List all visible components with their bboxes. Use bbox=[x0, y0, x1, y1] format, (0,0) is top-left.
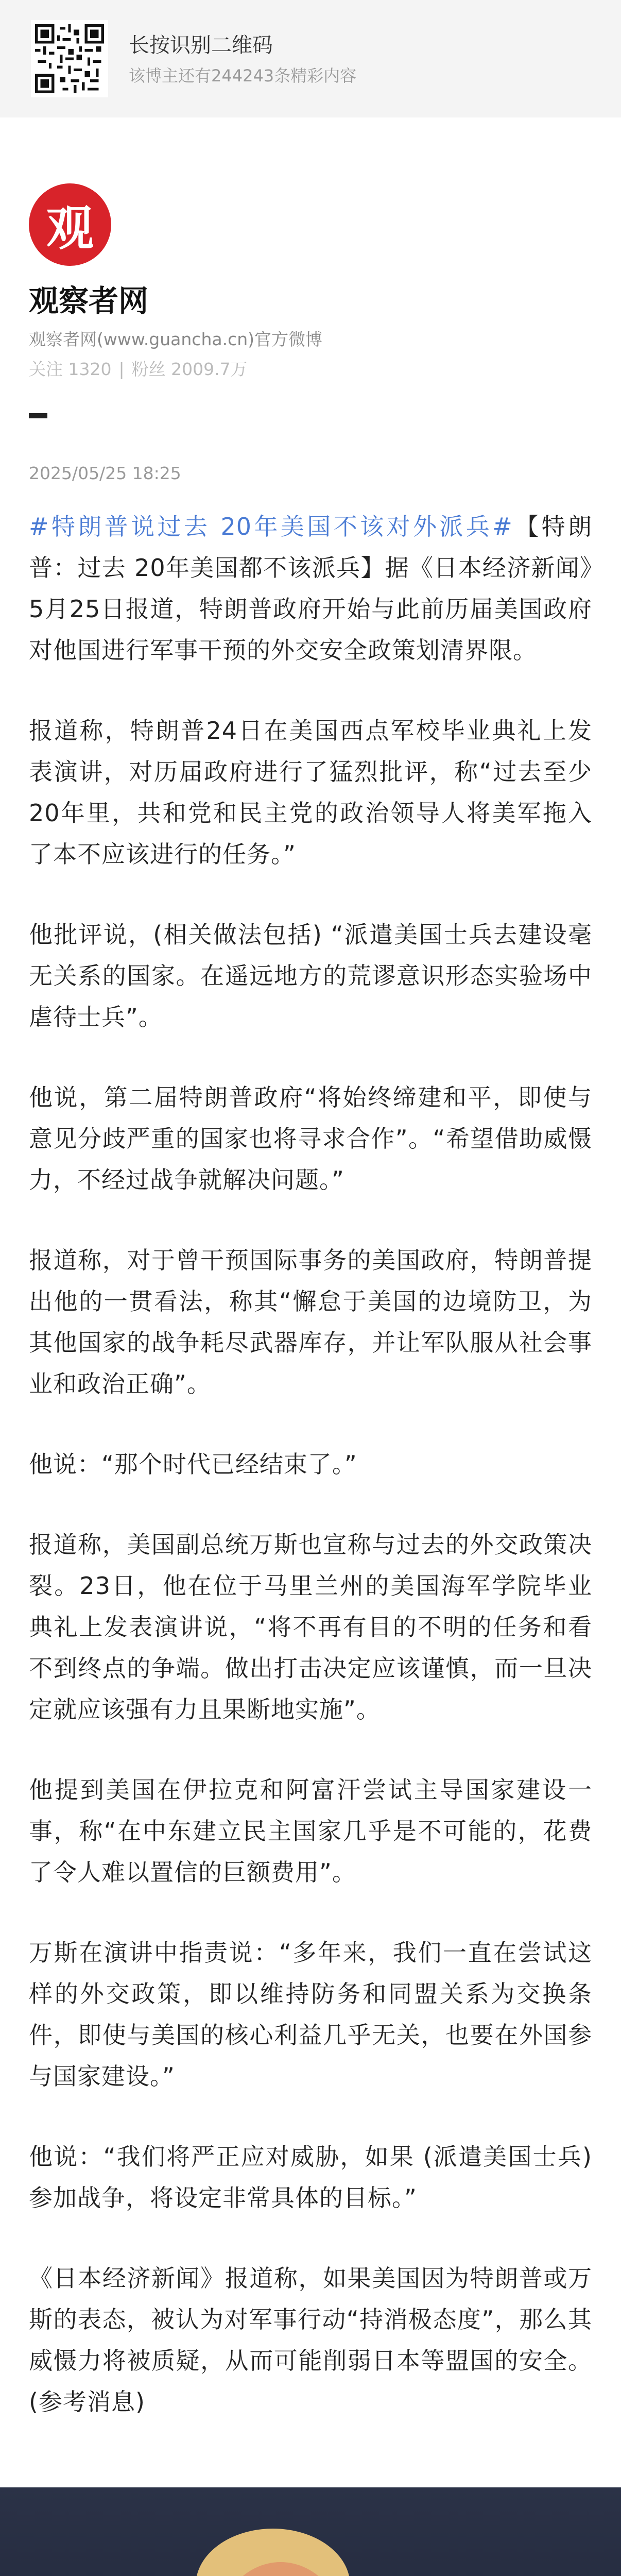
post-body bbox=[29, 506, 592, 2422]
top-qr-banner bbox=[0, 0, 621, 117]
account-header bbox=[0, 183, 621, 418]
post-paragraph: 他说：“我们将严正应对威胁，如果 (派遣美国士兵) 参加战争，将设定非常具体的目标。” bbox=[29, 2143, 592, 2212]
post-paragraph: 他提到美国在伊拉克和阿富汗尝试主导国家建设一事，称“在中东建立民主国家几乎是不可能的，花费了令人难以置信的巨额费用”。 bbox=[29, 1776, 592, 1886]
post-paragraph bbox=[29, 506, 592, 671]
post bbox=[0, 463, 621, 2422]
avatar-glyph: 观 bbox=[46, 200, 94, 256]
post-paragraph: 他批评说，(相关做法包括) “派遣美国士兵去建设毫无关系的国家。在遥远地方的荒谬意识形态实验场中虐待士兵”。 bbox=[29, 921, 592, 1031]
post-paragraph: 《日本经济新闻》报道称，如果美国因为特朗普或万斯的表态，被认为对军事行动“持消极态度”，那么其威慑力将被质疑，从而可能削弱日本等盟国的安全。(参考消息) bbox=[29, 2264, 592, 2416]
hashtag-link[interactable]: #特朗普说过去 20年美国不该对外派兵# bbox=[29, 513, 513, 540]
top-banner-subtitle: 该博主还有244243条精彩内容 bbox=[129, 66, 357, 86]
stats-separator: | bbox=[118, 359, 125, 379]
post-paragraph: 他说，第二届特朗普政府“将始终缔建和平，即使与意见分歧严重的国家也将寻求合作”。“希望借助威慑力，不经过战争就解决问题。” bbox=[29, 1083, 592, 1194]
section-divider bbox=[29, 413, 47, 418]
post-paragraph-text: 【特朗普：过去 20年美国都不该派兵】据《日本经济新闻》5月25日报道，特朗普政府开始与此前历届美国政府对他国进行军事干预的外交安全政策划清界限。 bbox=[29, 513, 593, 664]
post-photo[interactable] bbox=[0, 2487, 621, 2576]
post-paragraph: 报道称，美国副总统万斯也宣称与过去的外交政策决裂。23日，他在位于马里兰州的美国海军学院毕业典礼上发表演讲说，“将不再有目的不明的任务和看不到终点的争端。做出打击决定应该谨慎，而一旦决定就应该强有力且果断地实施”。 bbox=[29, 1531, 592, 1723]
follow-count[interactable]: 关注 1320 bbox=[29, 359, 112, 379]
post-paragraph: 他说：“那个时代已经结束了。” bbox=[29, 1450, 357, 1478]
fans-count[interactable]: 粉丝 2009.7万 bbox=[131, 359, 248, 379]
post-paragraph: 万斯在演讲中指责说：“多年来，我们一直在尝试这样的外交政策，即以维持防务和同盟关系为交换条件，即使与美国的核心利益几乎无关，也要在外国参与国家建设。” bbox=[29, 1939, 592, 2090]
post-date: 2025/05/25 18:25 bbox=[29, 463, 181, 483]
speaker-photo-illustration bbox=[0, 2487, 621, 2576]
avatar[interactable] bbox=[29, 183, 111, 266]
post-paragraph: 报道称，对于曾干预国际事务的美国政府，特朗普提出他的一贯看法，称其“懈怠于美国的边境防卫，为其他国家的战争耗尽武器库存，并让军队服从社会事业和政治正确”。 bbox=[29, 1246, 592, 1398]
account-name[interactable]: 观察者网 bbox=[29, 283, 149, 318]
qr-code-icon[interactable] bbox=[31, 20, 108, 97]
post-paragraph: 报道称，特朗普24日在美国西点军校毕业典礼上发表演讲，对历届政府进行了猛烈批评，称“过去至少20年里，共和党和民主党的政治领导人将美军拖入了本不应该进行的任务。” bbox=[29, 717, 592, 868]
top-banner-text bbox=[129, 31, 356, 86]
top-banner-title: 长按识别二维码 bbox=[129, 33, 273, 57]
account-description: 观察者网(www.guancha.cn)官方微博 bbox=[29, 329, 323, 349]
account-stats bbox=[29, 359, 592, 380]
